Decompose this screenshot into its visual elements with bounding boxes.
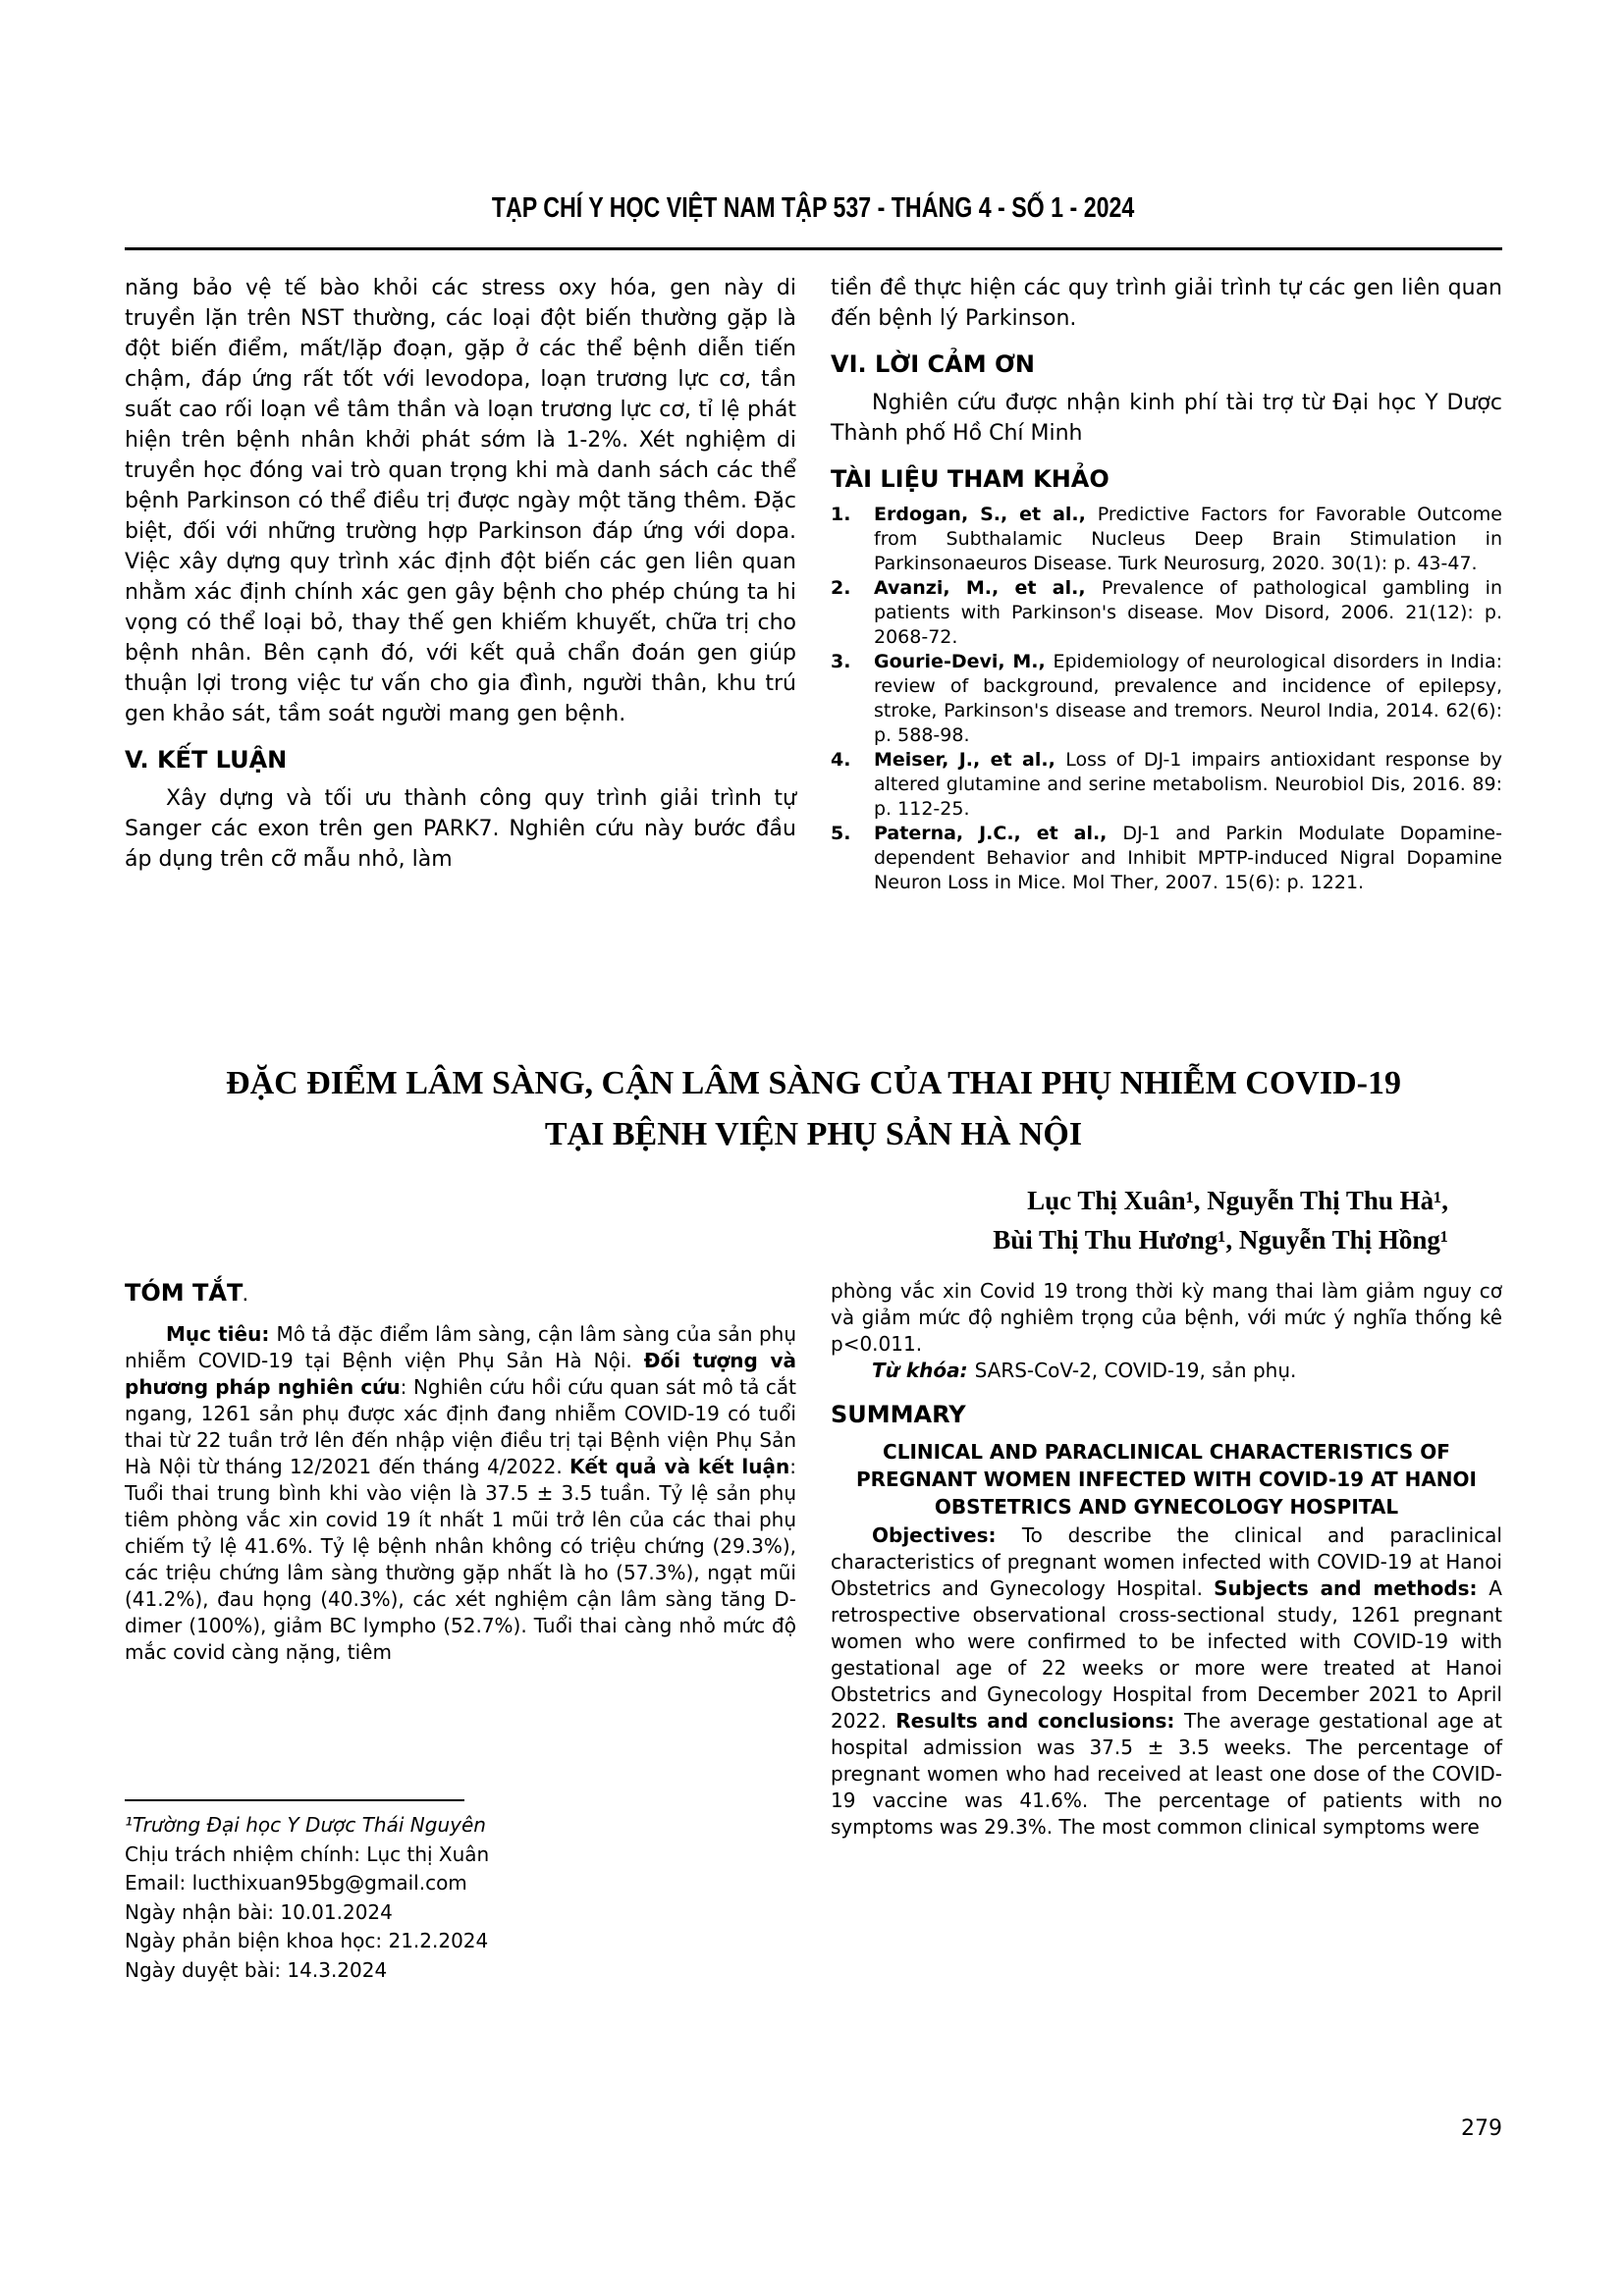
english-title: CLINICAL AND PARACLINICAL CHARACTERISTICS OF PREGNANT WOMEN INFECTED WITH COVID-19 AT HANOI OBSTETRICS AND GYNECOLOGY HOSPITAL [856, 1440, 1477, 1519]
article1-right-column [831, 273, 1502, 895]
footnote-rule [125, 1799, 464, 1801]
reference-text: Meiser, J., et al., Loss of DJ-1 impairs antioxidant response by altered glutamine and serine metabolism. Neurobiol Dis, 2016. 89: p. 112-25. [874, 749, 1503, 820]
reference-item [831, 503, 1502, 576]
article2-right-column [831, 1278, 1502, 1841]
reference-number: 2. [831, 577, 851, 599]
footnote-review-date: Ngày phản biện khoa học: 21.2.2024 [125, 1929, 489, 1952]
references-list [831, 503, 1502, 895]
abstract-continuation-paragraph: phòng vắc xin Covid 19 trong thời kỳ mang thai làm giảm nguy cơ và giảm mức độ nghiêm trọng của bệnh, với mức ý nghĩa thống kê p<0.011. [831, 1279, 1502, 1356]
page-number: 279 [1461, 2116, 1502, 2141]
article2-title-line1: ĐẶC ĐIỂM LÂM SÀNG, CẬN LÂM SÀNG CỦA THAI PHỤ NHIỄM COVID-19 [226, 1065, 1401, 1101]
reference-item [831, 748, 1502, 822]
header-rule [125, 247, 1502, 250]
footnote-received-date: Ngày nhận bài: 10.01.2024 [125, 1899, 393, 1924]
article2-authors-line1: Lục Thị Xuân¹, Nguyễn Thị Thu Hà¹, [1027, 1186, 1448, 1215]
footnote-email: Email: lucthixuan95bg@gmail.com [125, 1871, 467, 1895]
conclusion-paragraph: Xây dựng và tối ưu thành công quy trình giải trình tự Sanger các exon trên gen PARK7. Nghiên cứu này bước đầu áp dụng trên cỡ mẫu nhỏ, làm [125, 786, 796, 872]
abstract-heading-text: TÓM TẮT [125, 1279, 244, 1307]
keywords-line: Từ khóa: SARS-CoV-2, COVID-19, sản phụ. [872, 1359, 1297, 1382]
abstract-heading-mark: . [243, 1290, 248, 1305]
reference-item [831, 650, 1502, 748]
article2-authors-line2: Bùi Thị Thu Hương¹, Nguyễn Thị Hồng¹ [993, 1225, 1448, 1255]
reference-text: Avanzi, M., et al., Prevalence of pathological gambling in patients with Parkinson's disease. Mov Disord, 2006. 21(12): p. 2068-72. [874, 577, 1502, 648]
article1-continuation-paragraph: năng bảo vệ tế bào khỏi các stress oxy hóa, gen này di truyền lặn trên NST thường, các loại đột biến thường gặp là đột biến điểm, mất/lặp đoạn, gặp ở các thể bệnh diễn tiến chậm, đáp ứng rất tốt với levodopa, loạn trương lực cơ, tần suất cao rối loạn về tâm thần và loạn trương lực cơ, tỉ lệ phát hiện trên bệnh nhân khởi phát sớm là 1-2%. Xét nghiệm di truyền học đóng vai trò quan trọng khi mà danh sách các thể bệnh Parkinson có thể điều trị được ngày một tăng thêm. Đặc biệt, đối với những trường hợp Parkinson đáp ứng với dopa. Việc xây dựng quy trình xác định đột biến các gen liên quan nhằm xác định chính xác gen gây bệnh cho phép chúng ta hi vọng có thể loại bỏ, thay thế gen khiếm khuyết, chữa trị cho bệnh nhân. Bên cạnh đó, với kết quả chẩn đoán gen giúp thuận lợi trong việc tư vấn cho gia đình, người thân, khu trú gen khảo sát, tầm soát người mang gen bệnh. [125, 276, 796, 726]
reference-text: Erdogan, S., et al., Predictive Factors for Favorable Outcome from Subthalamic Nucleus Deep Brain Stimulation in Parkinsonaeuros Disease. Turk Neurosurg, 2020. 30(1): p. 43-47. [874, 504, 1502, 574]
reference-number: 3. [831, 651, 851, 672]
footnote-affiliation: ¹Trường Đại học Y Dược Thái Nguyên [125, 1813, 486, 1837]
article2-left-column [125, 1278, 796, 1666]
footnote-accepted-date: Ngày duyệt bài: 14.3.2024 [125, 1957, 388, 1982]
footnote-responsible: Chịu trách nhiệm chính: Lục thị Xuân [125, 1842, 490, 1866]
article1-right-paragraph: tiền đề thực hiện các quy trình giải trình tự các gen liên quan đến bệnh lý Parkinson. [831, 276, 1502, 331]
reference-item [831, 576, 1502, 650]
article1-left-column [125, 273, 796, 875]
references-heading: TÀI LIỆU THAM KHẢO [831, 465, 1110, 493]
reference-text: Gourie-Devi, M., Epidemiology of neurological disorders in India: review of background, prevalence and incidence of epilepsy, stroke, Parkinson's disease and tremors. Neurol India, 2014. 62(6): p. 588-98. [874, 651, 1502, 746]
summary-heading: SUMMARY [831, 1401, 966, 1428]
footnote-block [125, 1799, 796, 1985]
reference-number: 1. [831, 504, 851, 525]
article2-title [125, 1058, 1502, 1160]
journal-header-text: TẠP CHÍ Y HỌC VIỆT NAM TẬP 537 - THÁNG 4 - SỐ 1 - 2024 [492, 192, 1135, 224]
journal-header [125, 192, 1502, 225]
acknowledgement-heading: VI. LỜI CẢM ƠN [831, 350, 1035, 378]
reference-number: 4. [831, 749, 851, 771]
conclusion-heading: V. KẾT LUẬN [125, 746, 288, 774]
article2-title-line2: TẠI BỆNH VIỆN PHỤ SẢN HÀ NỘI [544, 1116, 1083, 1152]
summary-paragraph: Objectives: To describe the clinical and paraclinical characteristics of pregnant women infected with COVID-19 at Hanoi Obstetrics and Gynecology Hospital. Subjects and methods: A retrospective observational cross-sectional study, 1261 pregnant women who were confirmed to be infected with COVID-19 with gestational age of 22 weeks or more were treated at Hanoi Obstetrics and Gynecology Hospital from December 2021 to April 2022. Results and conclusions: The average gestational age at hospital admission was 37.5 ± 3.5 weeks. The percentage of pregnant women who had received at least one dose of the COVID-19 vaccine was 41.6%. The percentage of patients with no symptoms was 29.3%. The most common clinical symptoms were [831, 1523, 1502, 1839]
reference-number: 5. [831, 823, 851, 844]
reference-text: Paterna, J.C., et al., DJ-1 and Parkin Modulate Dopamine-dependent Behavior and Inhibit MPTP-induced Nigral Dopamine Neuron Loss in Mice. Mol Ther, 2007. 15(6): p. 1221. [874, 823, 1502, 893]
abstract-paragraph: Mục tiêu: Mô tả đặc điểm lâm sàng, cận lâm sàng của sản phụ nhiễm COVID-19 tại Bệnh viện Phụ Sản Hà Nội. Đối tượng và phương pháp nghiên cứu: Nghiên cứu hồi cứu quan sát mô tả cắt ngang, 1261 sản phụ được xác định đang nhiễm COVID-19 có tuổi thai từ 22 tuần trở lên đến nhập viện điều trị tại Bệnh viện Phụ Sản Hà Nội từ tháng 12/2021 đến tháng 4/2022. Kết quả và kết luận: Tuổi thai trung bình khi vào viện là 37.5 ± 3.5 tuần. Tỷ lệ sản phụ tiêm phòng vắc xin covid 19 ít nhất 1 mũi trở lên của các thai phụ chiếm tỷ lệ 41.6%. Tỷ lệ bệnh nhân không có triệu chứng (29.3%), các triệu chứng lâm sàng thường gặp nhất là ho (57.3%), ngạt mũi (41.2%), đau họng (40.3%), các xét nghiệm cận lâm sàng tăng D-dimer (100%), giảm BC lympho (52.7%). Tuổi thai càng nhỏ mức độ mắc covid càng nặng, tiêm [125, 1322, 797, 1664]
article2-authors [125, 1181, 1448, 1259]
acknowledgement-paragraph: Nghiên cứu được nhận kinh phí tài trợ từ Đại học Y Dược Thành phố Hồ Chí Minh [831, 391, 1502, 446]
reference-item [831, 822, 1502, 895]
abstract-heading [125, 1278, 796, 1312]
